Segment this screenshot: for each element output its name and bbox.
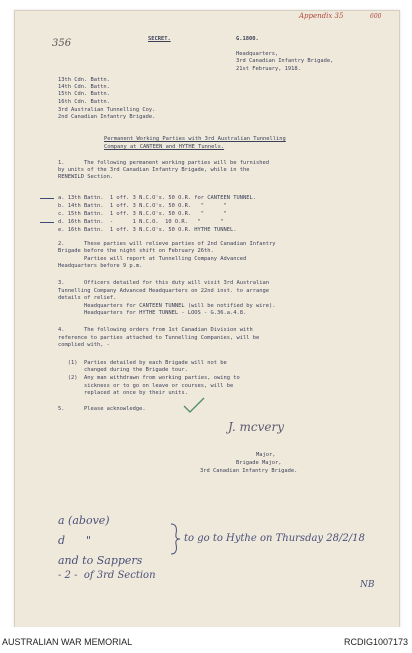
para3-line-1: 3. Officers detailed for this duty will visit 3rd Australian <box>58 280 269 286</box>
appendix-annotation: Appendix 35 <box>299 12 344 20</box>
handwritten-line-2a: d " <box>58 534 92 547</box>
para2-line-3: Parties will report at Tunnelling Company Advanced <box>58 256 247 262</box>
order-2-line-1: (2) Any man withdrawn from working parties, owing to <box>58 375 240 381</box>
para4-line-2: reference to parties attached to Tunnelling Companies, will be <box>58 335 260 341</box>
pen-mark <box>40 222 54 223</box>
para2-line-2: Brigade before the night shift on February 26th. <box>58 248 214 254</box>
addressee: 15th Cdn. Battn. <box>58 91 110 97</box>
signatory-rank: Major, <box>256 452 276 458</box>
page-number: 600 <box>370 13 382 20</box>
handwritten-line-3: and to Sappers <box>58 554 143 567</box>
order-1-line-1: (1) Parties detailed by each Brigade will not be <box>58 360 227 366</box>
tick-mark-icon <box>182 396 206 414</box>
handwritten-initials: NB <box>360 580 375 590</box>
addressee: 2nd Canadian Infantry Brigade. <box>58 114 156 120</box>
para3-line-4: Headquarters for CANTEEN TUNNEL (will be notified by wire). <box>58 303 276 309</box>
addressee: 13th Cdn. Battn. <box>58 77 110 83</box>
subject-line-2: Company at CANTEEN and HYTHE Tunnels. <box>104 144 225 150</box>
para2-line-1: 2. These parties will relieve parties of 2nd Canadian Infantry <box>58 241 276 247</box>
document-date: 21st February, 1918. <box>236 66 301 72</box>
addressee: 3rd Australian Tunnelling Coy. <box>58 107 156 113</box>
order-1-line-2: changed during the Brigade tour. <box>58 367 188 373</box>
party-row: b. 14th Battn. 1 off. 3 N.C.O's. 50 O.R. " " <box>58 203 227 209</box>
party-row: c. 15th Battn. 1 off. 3 N.C.O's. 50 O.R. " " <box>58 211 227 217</box>
para3-line-2: Tunnelling Company Advanced Headquarters on 22nd inst. to arrange <box>58 288 269 294</box>
archive-name: AUSTRALIAN WAR MEMORIAL <box>2 637 133 647</box>
para2-line-4: Headquarters before 9 p.m. <box>58 263 143 269</box>
handwritten-line-2b: to go to Hythe on Thursday 28/2/18 <box>184 533 365 544</box>
margin-number: 356 <box>52 38 72 49</box>
reference-number: G.1800. <box>236 36 259 42</box>
archive-footer <box>0 627 412 653</box>
bracket-mark-icon <box>168 522 182 556</box>
pen-mark <box>40 198 54 199</box>
para3-line-3: details of relief. <box>58 295 117 301</box>
para3-line-5: Headquarters for HYTHE TUNNEL - LOOS - G.36.a.4.8. <box>58 310 247 316</box>
order-2-line-3: replaced at once by their units. <box>58 390 188 396</box>
order-2-line-2: sickness or to go on leave or courses, will be <box>58 383 234 389</box>
classification: SECRET. <box>148 36 171 42</box>
signature: J. mcvery <box>228 420 285 434</box>
signatory-unit: 3rd Canadian Infantry Brigade. <box>200 468 298 474</box>
party-row: d. 16th Battn. - 1 N.C.O. 10 O.R. " " <box>58 219 224 225</box>
signatory-title: Brigade Major, <box>236 460 282 466</box>
archive-id: RCDIG1007173 <box>343 637 408 647</box>
party-row: a. 13th Battn. 1 off. 3 N.C.O's. 50 O.R. for CANTEEN TUNNEL. <box>58 195 256 201</box>
hq-line-1: Headquarters, <box>236 51 279 57</box>
para1-line-2: by units of the 3rd Canadian Infantry Brigade, while in the <box>58 167 250 173</box>
para1-line-1: 1. The following permanent working parties will be furnished <box>58 160 269 166</box>
para4-line-3: complied with, - <box>58 342 110 348</box>
handwritten-line-1: a (above) <box>58 514 110 527</box>
handwritten-line-4: - 2 - of 3rd Section <box>58 570 156 581</box>
addressee: 14th Cdn. Battn. <box>58 84 110 90</box>
subject-line-1: Permanent Working Parties with 3rd Australian Tunnelling <box>104 136 286 142</box>
party-row: e. 16th Battn. 1 off. 3 N.C.O's. 50 O.R. HYTHE TUNNEL. <box>58 227 237 233</box>
para4-line-1: 4. The following orders from 1st Canadian Division with <box>58 327 253 333</box>
addressee: 16th Cdn. Battn. <box>58 99 110 105</box>
para1-line-3: RENEWILD Section. <box>58 174 114 180</box>
hq-line-2: 3rd Canadian Infantry Brigade, <box>236 58 334 64</box>
para5-acknowledge: 5. Please acknowledge. <box>58 406 146 412</box>
